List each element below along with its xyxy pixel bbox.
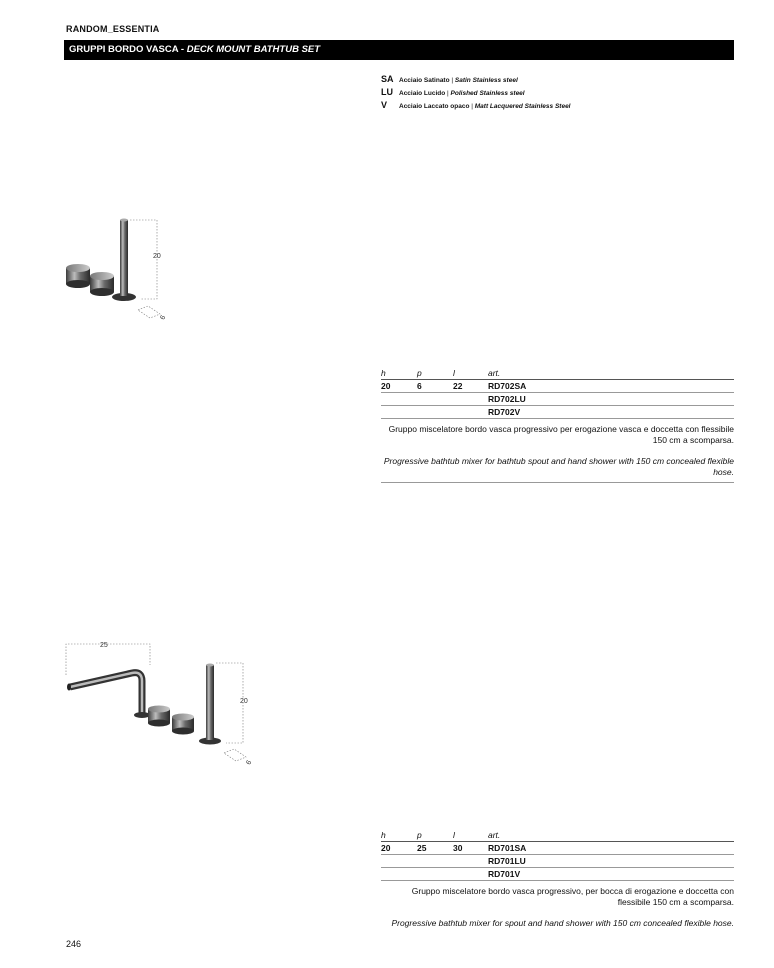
finish-code: LU (381, 87, 393, 97)
spec-row (381, 842, 734, 855)
diameter-dimension-line (138, 306, 160, 318)
diameter-dimension-line (224, 749, 246, 761)
finish-separator: | (469, 103, 475, 110)
finish-code: V (381, 100, 388, 110)
knob-1 (66, 264, 90, 288)
header-h: h (381, 368, 386, 378)
height-dimension-label: 20 (240, 698, 248, 705)
article-code: RD702SA (488, 381, 527, 391)
spec-table-rd702 (381, 367, 734, 483)
description-en: Progressive bathtub mixer for spout and hand shower with 150 cm concealed flexible hose. (391, 918, 734, 928)
finish-name-it: Acciaio Laccato opaco (399, 103, 470, 110)
finish-row-sa (381, 74, 734, 87)
finish-separator: | (449, 77, 455, 84)
bath-spout (67, 673, 150, 718)
finish-name-it: Acciaio Satinato (399, 77, 450, 84)
width-dimension-label: 25 (100, 642, 108, 649)
finish-description (399, 103, 571, 110)
header-l: l (453, 830, 455, 840)
value-l: 22 (453, 381, 463, 391)
header-art: art. (488, 368, 501, 378)
section-title-bar (64, 40, 734, 60)
value-h: 20 (381, 381, 391, 391)
header-h: h (381, 830, 386, 840)
article-code: RD702LU (488, 394, 526, 404)
finish-name-en: Matt Lacquered Stainless Steel (474, 103, 571, 110)
finish-legend (381, 74, 734, 113)
product-drawing-rd701 (60, 635, 260, 775)
finish-name-en: Polished Stainless steel (450, 90, 525, 97)
brand-name: RANDOM_ESSENTIA (66, 24, 160, 34)
knob-2 (90, 272, 114, 296)
diameter-dimension-label: 6 (159, 314, 168, 322)
finish-name-it: Acciaio Lucido (399, 90, 446, 97)
header-art: art. (488, 830, 501, 840)
header-p: p (417, 368, 422, 378)
spec-table-header (381, 829, 734, 842)
height-dimension-label: 20 (153, 253, 161, 260)
spec-row (381, 406, 734, 419)
knob-2 (172, 714, 194, 735)
height-dimension-line (216, 663, 243, 743)
finish-row-v (381, 100, 734, 113)
finish-code: SA (381, 74, 394, 84)
value-h: 20 (381, 843, 391, 853)
description-it: Gruppo miscelatore bordo vasca progressivo per erogazione vasca e doccetta con flessibile 150 cm a scomparsa. (388, 424, 734, 445)
spec-row (381, 855, 734, 868)
finish-row-lu (381, 87, 734, 100)
article-code: RD702V (488, 407, 521, 417)
article-code: RD701V (488, 869, 521, 879)
spec-row (381, 393, 734, 406)
hand-shower (112, 219, 136, 302)
finish-separator: | (445, 90, 451, 97)
value-l: 30 (453, 843, 463, 853)
divider (381, 482, 734, 483)
page-number: 246 (66, 939, 82, 949)
spec-row (381, 380, 734, 393)
finish-name-en: Satin Stainless steel (454, 77, 518, 84)
description-it: Gruppo miscelatore bordo vasca progressivo, per bocca di erogazione e doccetta con flessibile 150 cm a scomparsa. (411, 886, 734, 907)
spec-table-rd701 (381, 829, 734, 929)
finish-description (399, 90, 525, 97)
diameter-dimension-label: 6 (245, 759, 254, 767)
header-l: l (453, 368, 455, 378)
section-title-en: DECK MOUNT BATHTUB SET (186, 44, 321, 55)
finish-description (399, 77, 518, 84)
hand-shower (199, 664, 221, 745)
article-code: RD701SA (488, 843, 527, 853)
article-code: RD701LU (488, 856, 526, 866)
header-p: p (417, 830, 422, 840)
value-p: 25 (417, 843, 427, 853)
description-en: Progressive bathtub mixer for bathtub spout and hand shower with 150 cm concealed flexible hose. (383, 456, 734, 477)
section-title-it: GRUPPI BORDO VASCA - (69, 44, 187, 55)
product-drawing-rd702 (60, 210, 180, 325)
spec-row (381, 868, 734, 881)
knob-1 (148, 706, 170, 727)
spec-table-header (381, 367, 734, 380)
value-p: 6 (417, 381, 422, 391)
